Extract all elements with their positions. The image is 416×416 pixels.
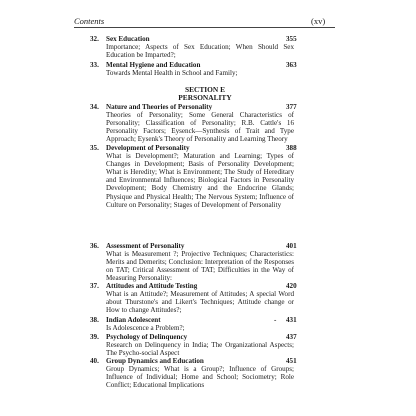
entry-page-number: 420 — [286, 282, 297, 290]
entry-description: What is Measurement ?; Projective Techniques; Characteristics: Merits and Demerits; Conclusion: Interpretation of the Responses on TAT; Critical Assessment of TAT; Difficulties in the Way of Measuring Personality: — [106, 250, 294, 283]
entry-number: 36. — [90, 242, 99, 250]
entry-number: 34. — [90, 103, 99, 111]
running-header-title: Contents — [74, 16, 105, 26]
entry-page-number: 355 — [286, 35, 297, 43]
entry-page-number: 431 — [286, 316, 297, 324]
entry-title: Nature and Theories of Personality — [106, 103, 213, 111]
entry-title: Assessment of Personality — [106, 242, 185, 250]
entry-page-number: 388 — [286, 144, 297, 152]
entry-page-number: 377 — [286, 103, 297, 111]
entry-number: 38. — [90, 316, 99, 324]
entry-number: 39. — [90, 333, 99, 341]
entry-title: Indian Adolescent — [106, 316, 161, 324]
header-rule — [74, 27, 335, 28]
entry-title: Mental Hygiene and Education — [106, 61, 201, 69]
entry-number: 37. — [90, 282, 99, 290]
entry-description: What is an Attitude?; Measurement of Attitudes; A special Word about Thurstone's and Likert's Techniques; Attitude change or How to change Attitudes?; — [106, 290, 294, 315]
entry-number: 35. — [90, 144, 99, 152]
entry-description: Research on Delinquency in India; The Organizational Aspects; The Psycho-social Aspect — [106, 341, 294, 358]
entry-page-number: 437 — [286, 333, 297, 341]
running-header-page-marker: (xv) — [311, 16, 326, 26]
entry-page-number: 401 — [286, 242, 297, 250]
entry-title: Group Dynamics and Education — [106, 357, 204, 365]
entry-description: Theories of Personality; Some General Characteristics of Personality; Classification of Personality; R.B. Cattle's 16 Personality Factors; Eysenck—Synthesis of Trait and Type Approach; Eysenk's Theory of Personality and Learning Theory — [106, 111, 294, 144]
entry-page-number: 363 — [286, 61, 297, 69]
section-heading — [74, 86, 336, 103]
entry-description: What is Development?; Maturation and Learning; Types of Changes in Development; Basis of Personality Development; What is Heredity; What is Environment; The Study of Hereditary and Environmental Influences; Biological Factors in Personality Development; Body Chemistry and the Endocrine Glands; Physique and Physical Health; The Nervous System; Influence of Culture on Personality; Stages of Development of Personality — [106, 152, 294, 209]
entry-title: Attitudes and Attitude Testing — [106, 282, 198, 290]
entry-title: Psychology of Delinquency — [106, 333, 188, 341]
entry-number: 40. — [90, 357, 99, 365]
entry-description: Is Adolescence a Problem?; — [106, 324, 185, 333]
leader-dash: - — [274, 316, 277, 324]
entry-description: Group Dynamics; What is a Group?; Influence of Groups; Influence of Individual; Home and School; Sociometry; Role Conflict; Educational Implications — [106, 365, 294, 390]
entry-title: Sex Education — [106, 35, 150, 43]
entry-number: 33. — [90, 61, 99, 69]
entry-description: Towards Mental Health in School and Family; — [106, 69, 238, 78]
entry-number: 32. — [90, 35, 99, 43]
entry-description: Importance; Aspects of Sex Education; When Should Sex Education be Imparted?; — [106, 43, 294, 60]
entry-page-number: 451 — [286, 357, 297, 365]
section-subtitle: PERSONALITY — [178, 93, 232, 103]
section-label: SECTION E — [184, 85, 226, 94]
entry-title: Development of Personality — [106, 144, 190, 152]
